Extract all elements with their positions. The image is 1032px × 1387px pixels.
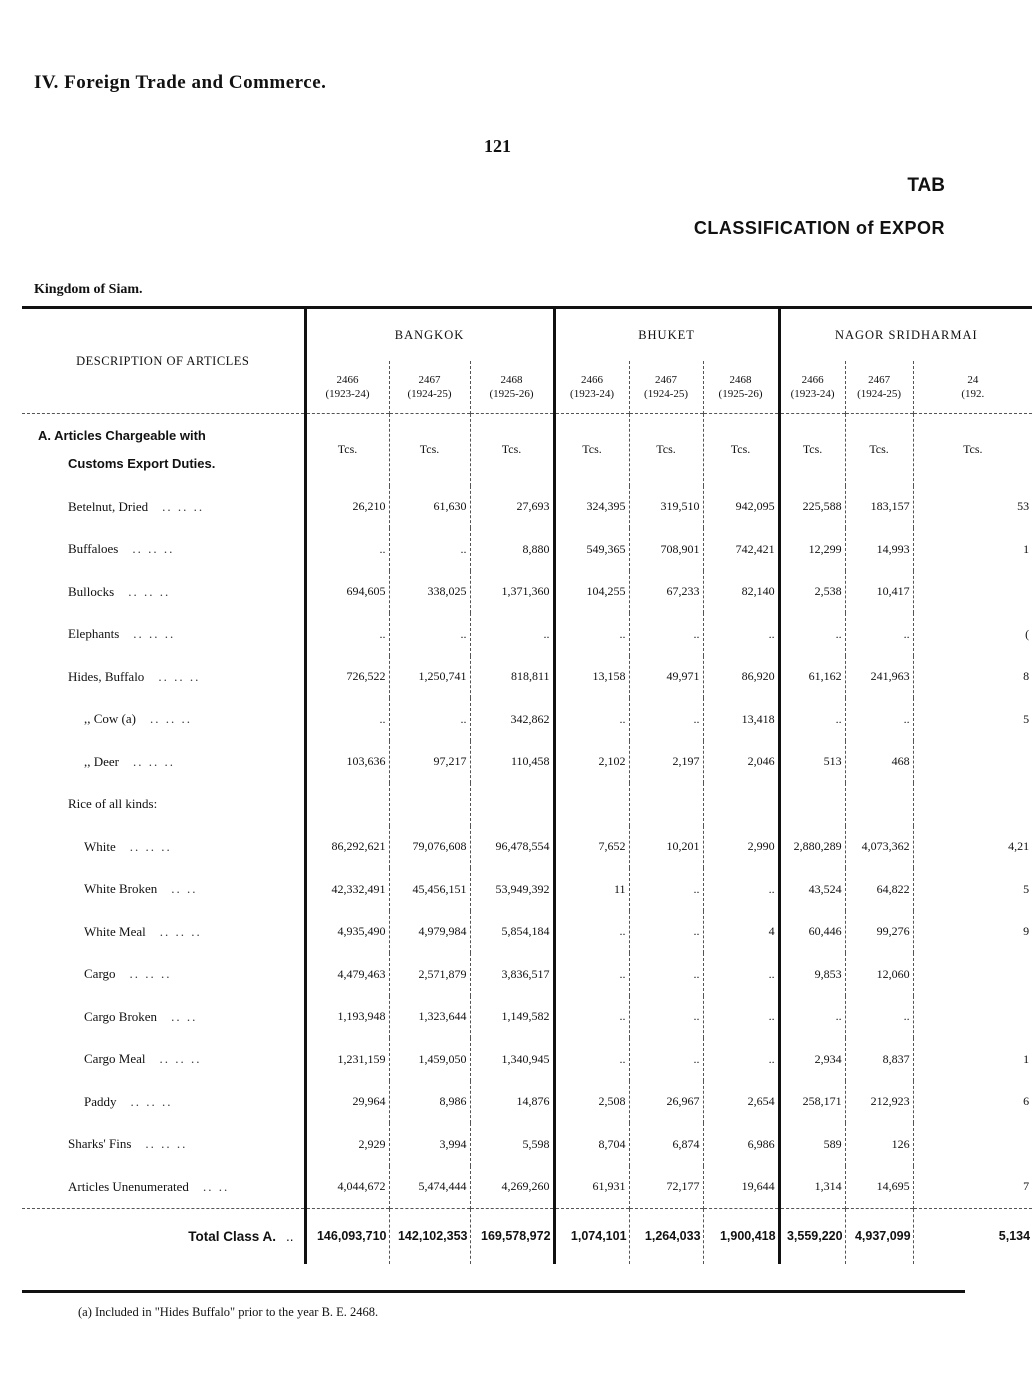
total-label-cell [22,1208,305,1264]
value-cell: 4 [703,911,779,954]
leader-dots: .. .. [202,1178,230,1194]
value-cell: 1,250,741 [389,656,470,699]
total-value-cell: 142,102,353 [389,1208,470,1264]
value-cell: 53,949,392 [470,868,554,911]
value-cell: .. [554,996,629,1039]
value-cell: 79,076,608 [389,826,470,869]
value-cell: .. [554,613,629,656]
value-cell: 2,934 [779,1038,845,1081]
value-cell: 6 [913,1081,1032,1124]
value-cell: 4,21 [913,826,1032,869]
table-row [22,783,1032,826]
article-label-cell [22,953,305,996]
article-label: Rice of all kinds: [68,796,158,812]
data-table [22,306,1032,1264]
value-cell: 99,276 [845,911,913,954]
value-cell: .. [629,911,703,954]
table-row [22,1166,1032,1209]
year-ce: (1924-25) [644,388,689,400]
value-cell: 1,371,360 [470,571,554,614]
total-value-cell: 1,264,033 [629,1208,703,1264]
article-label: Buffaloes [68,541,119,557]
total-value-cell: 169,578,972 [470,1208,554,1264]
leader-dots: .. .. [171,1008,198,1024]
value-cell: .. [554,953,629,996]
value-cell: 2,102 [554,741,629,784]
value-cell: 49,971 [629,656,703,699]
unit-label: Tcs. [629,414,703,486]
leader-dots: .. .. .. [129,838,172,854]
value-cell: 86,920 [703,656,779,699]
value-cell: 86,292,621 [305,826,389,869]
value-cell: 3,994 [389,1123,470,1166]
leader-dots: .. .. .. [150,711,192,727]
value-cell: 3,836,517 [470,953,554,996]
table-row [22,953,1032,996]
value-cell: 183,157 [845,486,913,529]
total-label: Total Class A. [188,1228,276,1244]
article-label: Cargo Broken [84,1008,158,1024]
value-cell: 10,417 [845,571,913,614]
value-cell [305,783,389,826]
value-cell: 6,874 [629,1123,703,1166]
article-label-cell [22,741,305,784]
value-cell: .. [305,528,389,571]
value-cell: .. [629,1038,703,1081]
value-cell: 29,964 [305,1081,389,1124]
value-cell: 5,598 [470,1123,554,1166]
value-cell: 5,474,444 [389,1166,470,1209]
value-cell: 1,340,945 [470,1038,554,1081]
leader-dots: .. .. .. [133,753,176,769]
year-be: 2467 [868,374,891,386]
value-cell: 212,923 [845,1081,913,1124]
table-row [22,826,1032,869]
year-be: 2467 [418,374,441,386]
article-label: Bullocks [68,583,115,599]
description-header: DESCRIPTION OF ARTICLES [76,353,250,368]
article-label-cell [22,1081,305,1124]
value-cell: 2,046 [703,741,779,784]
leader-dots: .. .. .. [145,1136,188,1152]
value-cell: .. [305,613,389,656]
table-row [22,486,1032,529]
value-cell: .. [629,996,703,1039]
total-value-cell: 5,134 [913,1208,1032,1264]
leader-dots: .. .. .. [159,923,202,939]
article-label-cell [22,571,305,614]
value-cell: .. [779,698,845,741]
value-cell: 27,693 [470,486,554,529]
value-cell: 694,605 [305,571,389,614]
value-cell: .. [779,613,845,656]
table-row [22,1123,1032,1166]
value-cell: 14,695 [845,1166,913,1209]
table-row [22,698,1032,741]
value-cell: 7 [913,1166,1032,1209]
value-cell: 742,421 [703,528,779,571]
value-cell: 338,025 [389,571,470,614]
value-cell: .. [629,698,703,741]
value-cell: .. [703,613,779,656]
leader-dots: .. .. .. [162,498,205,514]
value-cell: 104,255 [554,571,629,614]
value-cell: 14,876 [470,1081,554,1124]
year-header [470,361,554,414]
total-value-cell: 3,559,220 [779,1208,845,1264]
value-cell: 8,704 [554,1123,629,1166]
table-row [22,868,1032,911]
article-label: White Broken [84,881,158,897]
value-cell [913,783,1032,826]
total-row [22,1208,1032,1264]
leader-dots: .. [285,1228,294,1244]
value-cell: 13,158 [554,656,629,699]
total-value-cell: 4,937,099 [845,1208,913,1264]
year-be: 2468 [500,374,523,386]
value-cell: 9,853 [779,953,845,996]
value-cell: .. [779,996,845,1039]
article-label: Cargo Meal [84,1051,146,1067]
value-cell: 126 [845,1123,913,1166]
value-cell: 589 [779,1123,845,1166]
year-ce: (1923-24) [570,388,615,400]
value-cell: 1,314 [779,1166,845,1209]
article-label: White Meal [84,923,146,939]
value-cell: 42,332,491 [305,868,389,911]
value-cell: 4,979,984 [389,911,470,954]
value-cell: 5 [913,698,1032,741]
article-label-cell [22,826,305,869]
value-cell: 1,323,644 [389,996,470,1039]
classification-title: CLASSIFICATION of EXPOR [693,218,945,238]
value-cell: 61,162 [779,656,845,699]
year-header [913,361,1032,414]
year-header [554,361,629,414]
section-a-line1: A. Articles Chargeable with [38,427,206,443]
year-header [703,361,779,414]
value-cell: 5 [913,868,1032,911]
article-label: ,, Deer [84,753,120,769]
table-row [22,613,1032,656]
table-row [22,1081,1032,1124]
total-value-cell: 146,093,710 [305,1208,389,1264]
value-cell: 4,269,260 [470,1166,554,1209]
value-cell: 10,201 [629,826,703,869]
value-cell: 45,456,151 [389,868,470,911]
year-be: 2466 [336,374,359,386]
year-be: 2466 [581,374,604,386]
article-label: Hides, Buffalo [68,668,145,684]
value-cell: 4,073,362 [845,826,913,869]
value-cell: 61,630 [389,486,470,529]
value-cell: .. [703,953,779,996]
year-ce: (1924-25) [407,388,452,400]
value-cell [913,571,1032,614]
article-label: Elephants [68,626,120,642]
value-cell: 43,524 [779,868,845,911]
value-cell: 12,060 [845,953,913,996]
article-label: Cargo [84,966,116,982]
year-ce: (192. [961,388,985,400]
article-label-cell [22,868,305,911]
value-cell: 225,588 [779,486,845,529]
export-classification-table [22,306,1031,1294]
unit-label: Tcs. [554,414,629,486]
value-cell: 60,446 [779,911,845,954]
value-cell: 5,854,184 [470,911,554,954]
article-label-cell [22,528,305,571]
article-label-cell [22,613,305,656]
unit-label: Tcs. [305,414,389,486]
value-cell: 2,880,289 [779,826,845,869]
year-be: 2467 [655,374,678,386]
value-cell: 818,811 [470,656,554,699]
footnote: (a) Included in "Hides Buffalo" prior to the year B. E. 2468. [78,1305,379,1319]
unit-label: Tcs. [779,414,845,486]
article-label: Articles Unenumerated [68,1178,189,1194]
port-header-bangkok: BANGKOK [305,308,554,362]
value-cell: 1,193,948 [305,996,389,1039]
region-label: Kingdom of Siam. [34,282,143,297]
article-label-cell [22,783,305,826]
value-cell [779,783,845,826]
value-cell [470,783,554,826]
value-cell: 14,993 [845,528,913,571]
year-ce: (1923-24) [325,388,370,400]
value-cell: 2,508 [554,1081,629,1124]
value-cell: .. [845,613,913,656]
value-cell: 8,986 [389,1081,470,1124]
port-header-nagor-sridharmai: NAGOR SRIDHARMAI [779,308,1032,362]
value-cell: .. [389,528,470,571]
table-row [22,656,1032,699]
article-label-cell [22,1123,305,1166]
value-cell: 64,822 [845,868,913,911]
value-cell [703,783,779,826]
article-label-cell [22,486,305,529]
value-cell: 110,458 [470,741,554,784]
value-cell: 19,644 [703,1166,779,1209]
article-label-cell [22,1166,305,1209]
value-cell: 2,990 [703,826,779,869]
value-cell [389,783,470,826]
unit-label: Tcs. [845,414,913,486]
article-label: ,, Cow (a) [84,711,136,727]
value-cell: .. [703,996,779,1039]
value-cell: 103,636 [305,741,389,784]
value-cell: .. [845,996,913,1039]
article-label: White [84,838,116,854]
value-cell: .. [703,868,779,911]
value-cell: 13,418 [703,698,779,741]
value-cell: 7,652 [554,826,629,869]
article-label-cell [22,656,305,699]
year-be: 24 [967,374,979,386]
value-cell: 12,299 [779,528,845,571]
value-cell: 72,177 [629,1166,703,1209]
value-cell: 2,929 [305,1123,389,1166]
value-cell: 1 [913,528,1032,571]
value-cell: 324,395 [554,486,629,529]
value-cell: .. [629,868,703,911]
leader-dots: .. .. .. [159,1051,202,1067]
page-number: 121 [484,136,511,156]
table-row [22,741,1032,784]
article-label-cell [22,911,305,954]
value-cell: .. [845,698,913,741]
value-cell: .. [389,698,470,741]
value-cell [913,953,1032,996]
year-header [779,361,845,414]
value-cell: .. [703,1038,779,1081]
value-cell: 4,935,490 [305,911,389,954]
port-header-bhuket: BHUKET [554,308,779,362]
value-cell: 26,967 [629,1081,703,1124]
year-header [845,361,913,414]
value-cell: 97,217 [389,741,470,784]
leader-dots: .. .. .. [129,966,172,982]
section-title: IV. Foreign Trade and Commerce. [34,72,327,93]
value-cell [629,783,703,826]
leader-dots: .. .. .. [132,541,175,557]
value-cell: 1,231,159 [305,1038,389,1081]
value-cell: 726,522 [305,656,389,699]
year-ce: (1925-26) [718,388,763,400]
value-cell: 6,986 [703,1123,779,1166]
value-cell: 1 [913,1038,1032,1081]
value-cell: .. [554,911,629,954]
total-value-cell: 1,900,418 [703,1208,779,1264]
value-cell: 82,140 [703,571,779,614]
value-cell: .. [554,1038,629,1081]
value-cell [913,1123,1032,1166]
value-cell: 8 [913,656,1032,699]
value-cell: .. [305,698,389,741]
table-row [22,1038,1032,1081]
article-label: Betelnut, Dried [68,498,149,514]
value-cell: 67,233 [629,571,703,614]
value-cell: 942,095 [703,486,779,529]
value-cell: 4,479,463 [305,953,389,996]
value-cell: 4,044,672 [305,1166,389,1209]
article-label: Paddy [84,1093,117,1109]
bottom-rule [22,1290,965,1293]
value-cell: 8,880 [470,528,554,571]
table-row [22,996,1032,1039]
value-cell: 241,963 [845,656,913,699]
year-header [629,361,703,414]
value-cell: 2,197 [629,741,703,784]
value-cell: 26,210 [305,486,389,529]
unit-label: Tcs. [913,414,1032,486]
value-cell: 61,931 [554,1166,629,1209]
value-cell: 1,459,050 [389,1038,470,1081]
article-label-cell [22,1038,305,1081]
year-be: 2466 [801,374,824,386]
value-cell: 258,171 [779,1081,845,1124]
table-row [22,571,1032,614]
unit-label: Tcs. [703,414,779,486]
value-cell: 549,365 [554,528,629,571]
value-cell: .. [629,613,703,656]
leader-dots: .. .. .. [133,626,176,642]
section-a-line2: Customs Export Duties. [68,455,216,471]
value-cell: 8,837 [845,1038,913,1081]
value-cell: 468 [845,741,913,784]
value-cell: 2,571,879 [389,953,470,996]
table-row [22,911,1032,954]
unit-label: Tcs. [470,414,554,486]
value-cell: 342,862 [470,698,554,741]
leader-dots: .. .. .. [128,583,171,599]
total-value-cell: 1,074,101 [554,1208,629,1264]
value-cell: .. [629,953,703,996]
value-cell [845,783,913,826]
value-cell: .. [554,698,629,741]
table-row [22,528,1032,571]
value-cell: 319,510 [629,486,703,529]
leader-dots: .. .. [171,881,198,897]
value-cell: 9 [913,911,1032,954]
year-header [389,361,470,414]
value-cell: 53 [913,486,1032,529]
value-cell: 1,149,582 [470,996,554,1039]
value-cell [913,996,1032,1039]
value-cell: ( [913,613,1032,656]
value-cell: 2,538 [779,571,845,614]
year-ce: (1924-25) [857,388,902,400]
year-be: 2468 [729,374,752,386]
value-cell: 513 [779,741,845,784]
value-cell: 708,901 [629,528,703,571]
value-cell: 2,654 [703,1081,779,1124]
unit-label: Tcs. [389,414,470,486]
section-a-heading [22,414,305,486]
value-cell: .. [389,613,470,656]
value-cell: 11 [554,868,629,911]
value-cell [913,741,1032,784]
article-label-cell [22,698,305,741]
year-header [305,361,389,414]
table-label: TAB [907,175,945,196]
value-cell [554,783,629,826]
article-label: Sharks' Fins [68,1136,132,1152]
year-ce: (1923-24) [790,388,835,400]
leader-dots: .. .. .. [130,1093,173,1109]
year-ce: (1925-26) [489,388,534,400]
leader-dots: .. .. .. [158,668,201,684]
value-cell: 96,478,554 [470,826,554,869]
article-label-cell [22,996,305,1039]
value-cell: .. [470,613,554,656]
